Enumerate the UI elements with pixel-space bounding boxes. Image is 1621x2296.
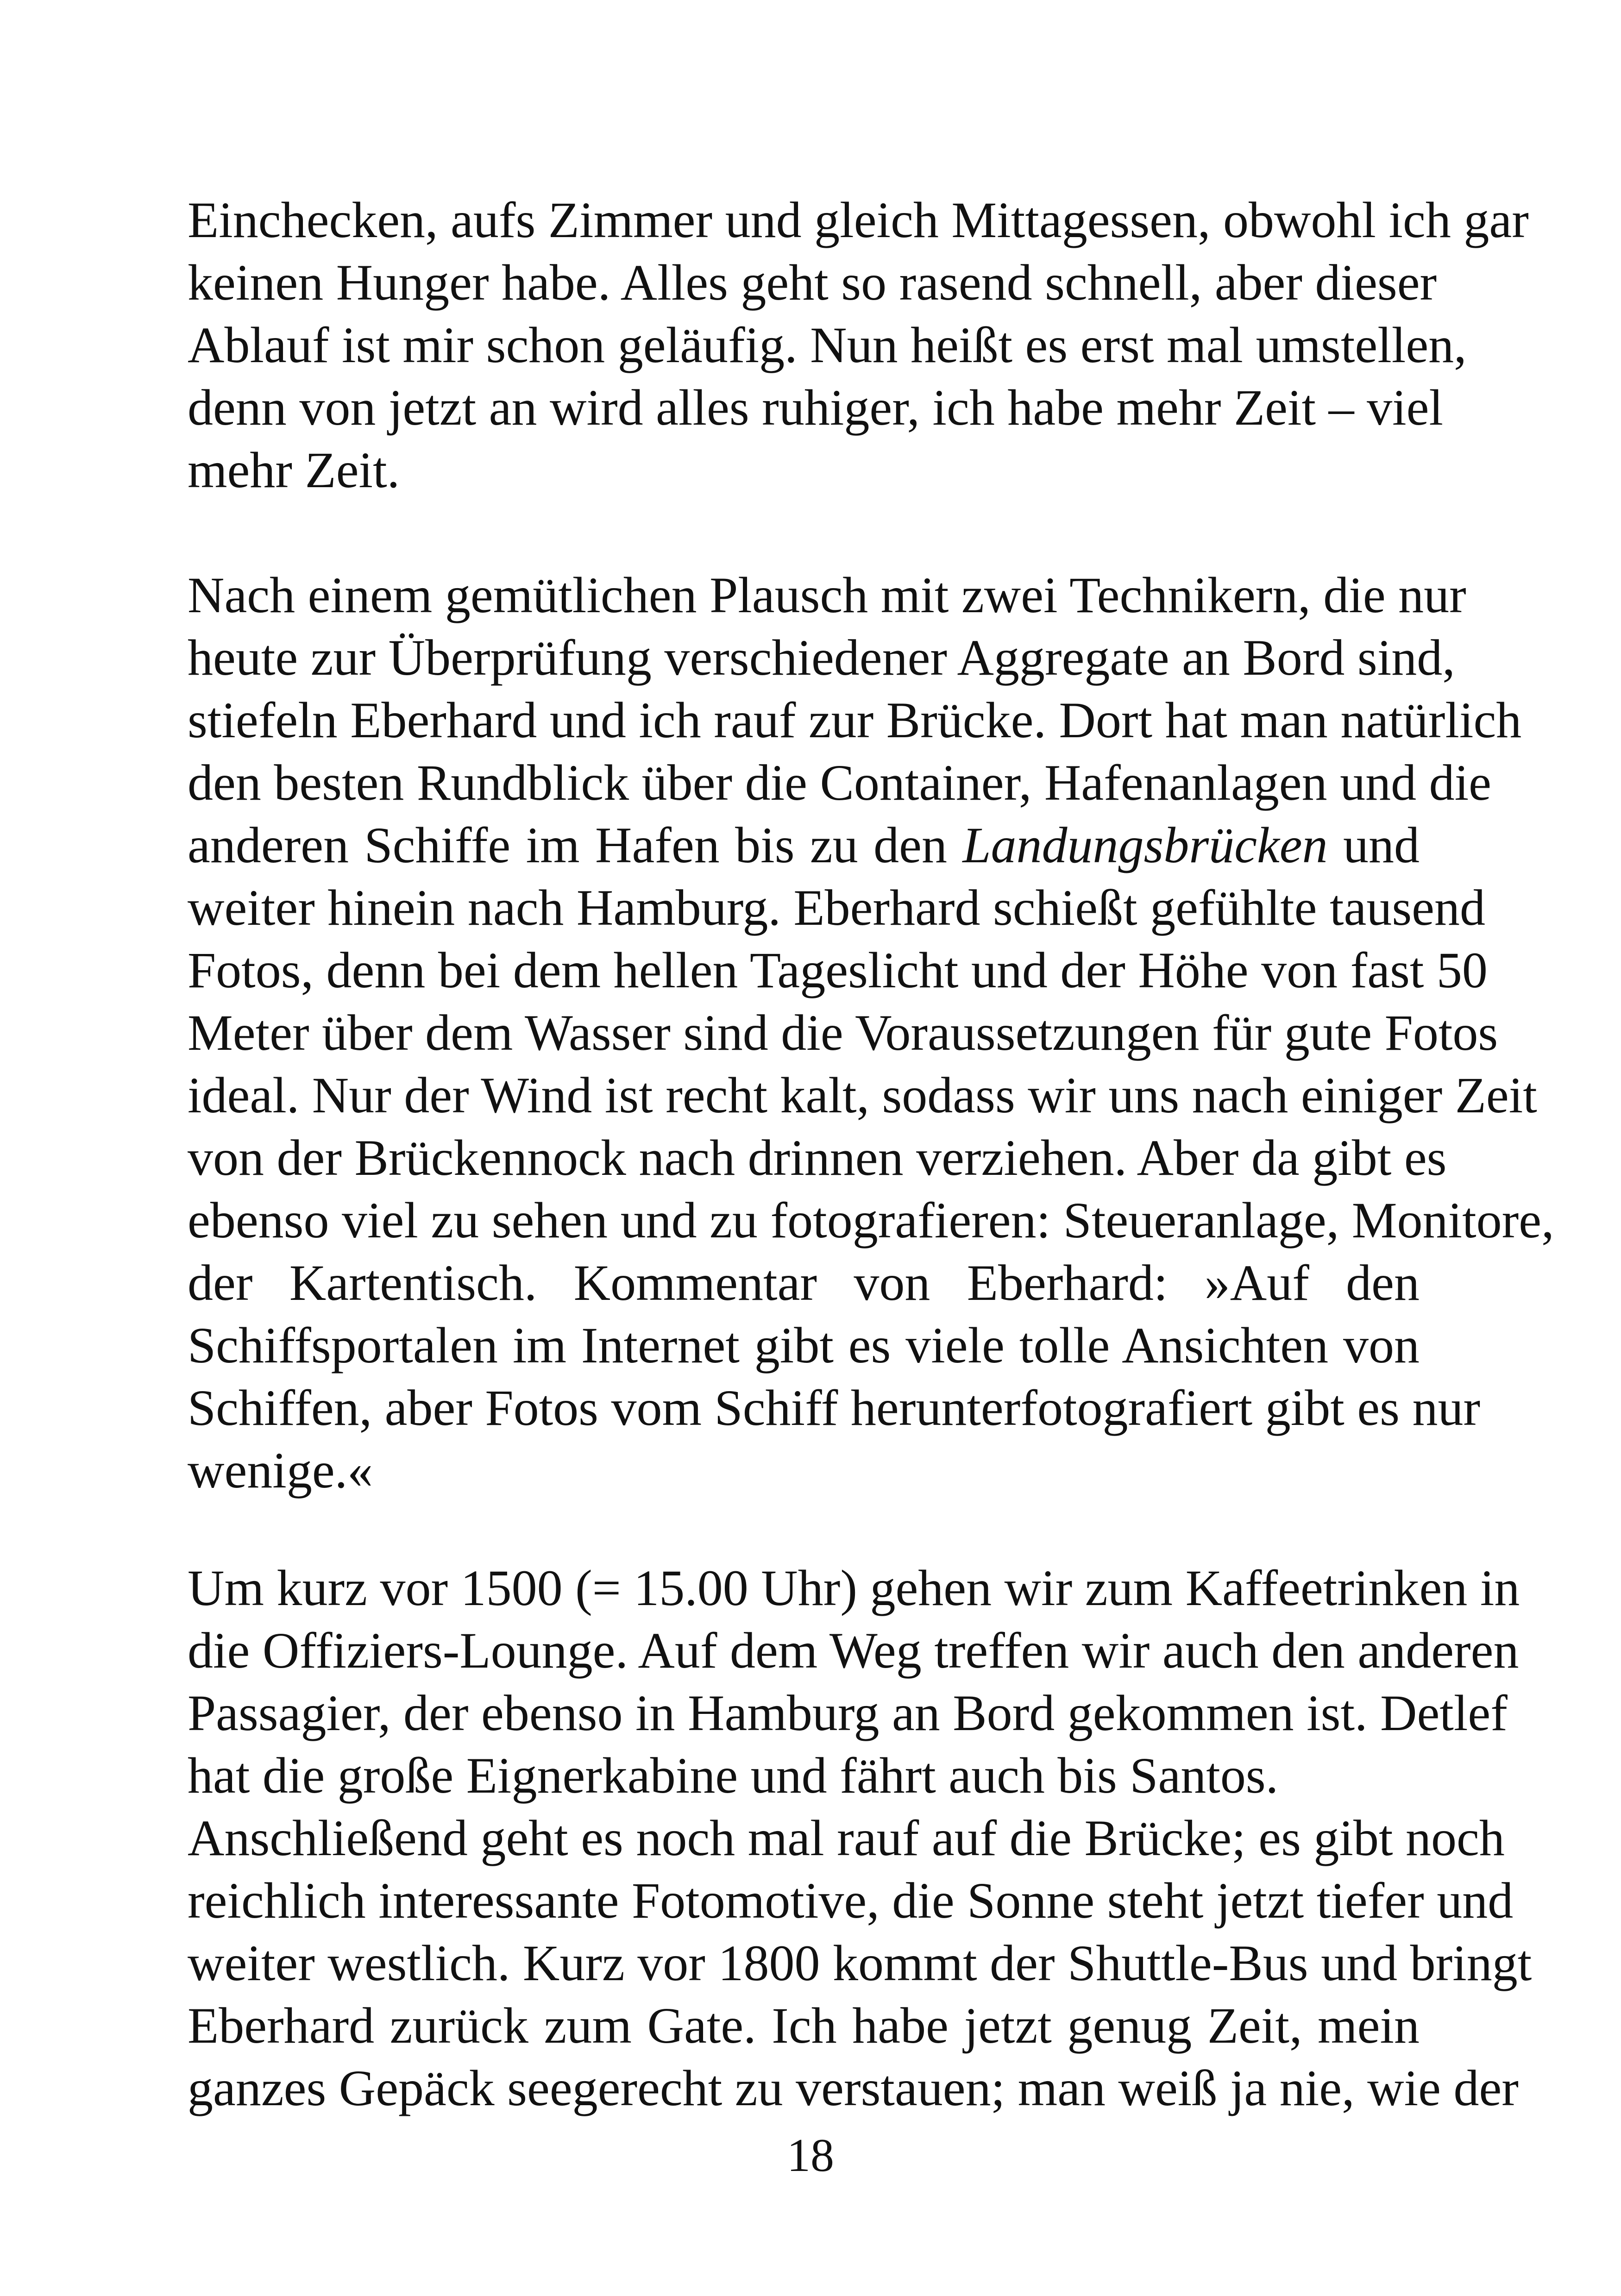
text-line: stiefeln Eberhard und ich rauf zur Brücke. Dort hat man natürlich <box>188 692 1522 748</box>
text-line: keinen Hunger habe. Alles geht so rasend schnell, aber dieser <box>188 254 1437 311</box>
text-line: Um kurz vor 1500 (= 15.00 Uhr) gehen wir zum Kaffeetrinken in <box>188 1560 1520 1616</box>
text-line: weiter westlich. Kurz vor 1800 kommt der Shuttle-Bus und bringt <box>188 1935 1532 1991</box>
text-line: Passagier, der ebenso in Hamburg an Bord gekommen ist. Detlef <box>188 1685 1508 1741</box>
text-line: weiter hinein nach Hamburg. Eberhard schießt gefühlte tausend <box>188 879 1485 936</box>
text-segment: und <box>1327 817 1420 873</box>
text-line: heute zur Überprüfung verschiedener Aggregate an Bord sind, <box>188 629 1455 686</box>
text-line: Schiffen, aber Fotos vom Schiff herunterfotografiert gibt es nur <box>188 1380 1481 1436</box>
text-line: ebenso viel zu sehen und zu fotografieren: Steueranlage, Monitore, <box>188 1192 1554 1248</box>
text-line: die Offiziers-Lounge. Auf dem Weg treffen wir auch den anderen <box>188 1622 1519 1679</box>
text-line: denn von jetzt an wird alles ruhiger, ich habe mehr Zeit – viel <box>188 379 1444 436</box>
text-line-with-italic <box>188 814 1420 877</box>
text-segment: anderen Schiffe im Hafen bis zu den <box>188 817 963 873</box>
text-line: Anschließend geht es noch mal rauf auf die Brücke; es gibt noch <box>188 1810 1505 1866</box>
text-line: hat die große Eignerkabine und fährt auch bis Santos. <box>188 1747 1279 1804</box>
text-line: ganzes Gepäck seegerecht zu verstauen; man weiß ja nie, wie der <box>188 2060 1519 2116</box>
text-line: Nach einem gemütlichen Plausch mit zwei Technikern, die nur <box>188 567 1466 623</box>
text-line: Schiffsportalen im Internet gibt es viele tolle Ansichten von <box>188 1317 1420 1374</box>
text-line: mehr Zeit. <box>188 442 400 498</box>
text-line: reichlich interessante Fotomotive, die Sonne steht jetzt tiefer und <box>188 1872 1514 1929</box>
page-number: 18 <box>787 2129 834 2182</box>
text-line: Eberhard zurück zum Gate. Ich habe jetzt genug Zeit, mein <box>188 1997 1420 2054</box>
text-line: Meter über dem Wasser sind die Voraussetzungen für gute Fotos <box>188 1004 1498 1061</box>
text-line: den besten Rundblick über die Container, Hafenanlagen und die <box>188 754 1491 811</box>
italic-place-name: Landungsbrücken <box>962 817 1328 873</box>
text-line: Fotos, denn bei dem hellen Tageslicht und der Höhe von fast 50 <box>188 942 1488 998</box>
paragraph-1 <box>188 189 1529 502</box>
text-line: Ablauf ist mir schon geläufig. Nun heißt es erst mal umstellen, <box>188 317 1467 373</box>
text-line: der Kartentisch. Kommentar von Eberhard: »Auf den <box>188 1255 1420 1311</box>
text-line: von der Brückennock nach drinnen verziehen. Aber da gibt es <box>188 1129 1447 1186</box>
text-line: Einchecken, aufs Zimmer und gleich Mittagessen, obwohl ich gar <box>188 192 1529 248</box>
text-line: ideal. Nur der Wind ist recht kalt, sodass wir uns nach einiger Zeit <box>188 1067 1537 1123</box>
paragraph-3 <box>188 1557 1532 2120</box>
text-line: wenige.« <box>188 1442 373 1499</box>
paragraph-2 <box>188 564 1554 1502</box>
